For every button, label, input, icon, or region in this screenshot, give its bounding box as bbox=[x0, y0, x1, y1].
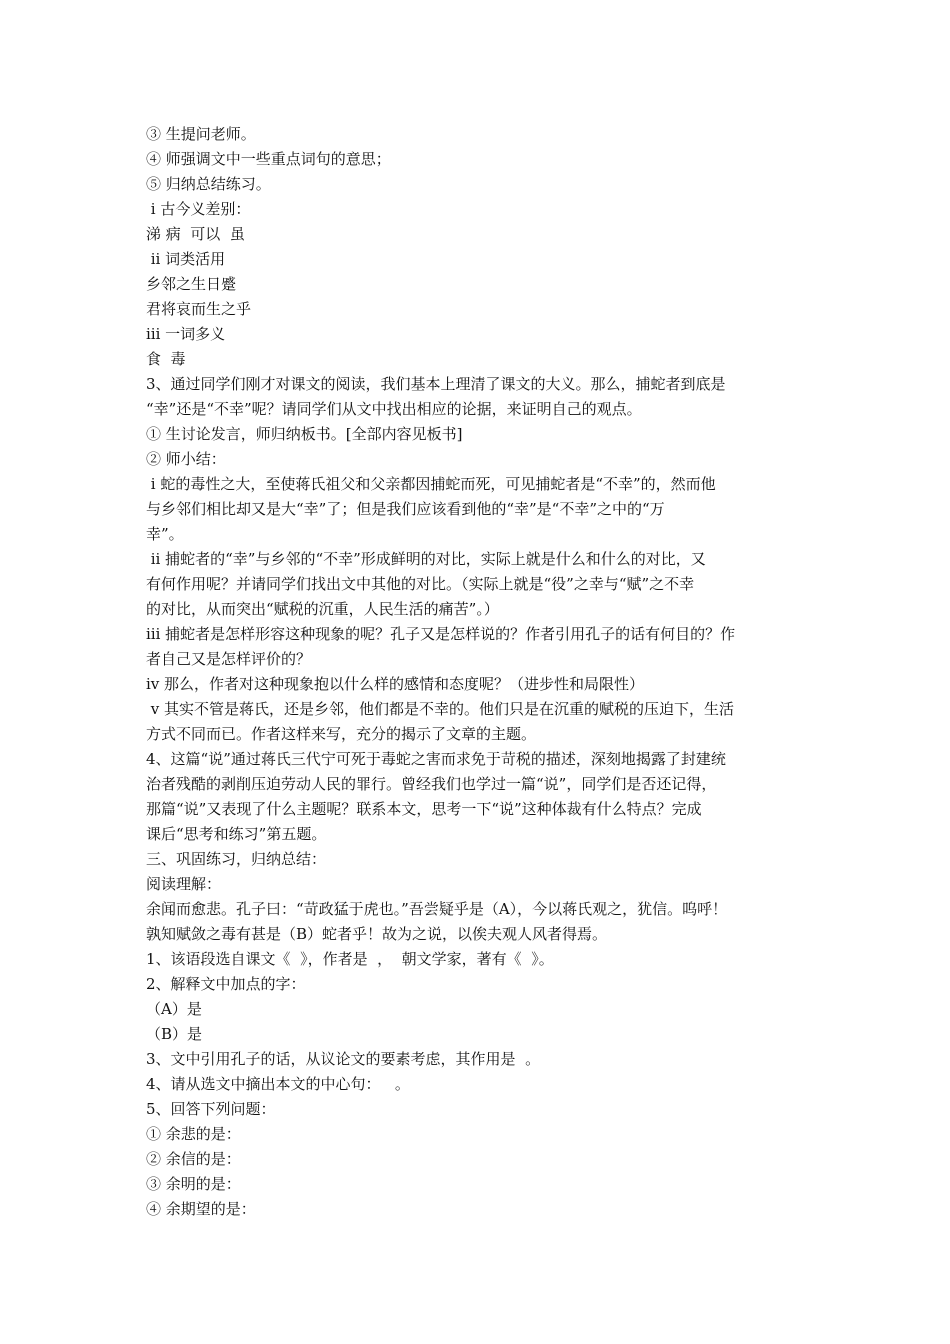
text-line: 5、回答下列问题： bbox=[146, 1100, 276, 1118]
text-line: 君将哀而生之乎 bbox=[146, 300, 252, 318]
text-line: ⅲ 一词多义 bbox=[146, 325, 226, 343]
text-line: 课后“思考和练习”第五题。 bbox=[146, 825, 327, 843]
text-line: 幸”。 bbox=[146, 525, 184, 543]
text-line: 3、文中引用孔子的话，从议论文的要素考虑，其作用是 。 bbox=[146, 1050, 541, 1068]
text-line: ② 师小结： bbox=[146, 450, 226, 468]
text-line: 涕 病 可以 虽 bbox=[146, 225, 245, 243]
text-line: ⅱ 词类活用 bbox=[146, 250, 226, 268]
text-line: ④ 余期望的是： bbox=[146, 1200, 256, 1218]
text-line: 孰知赋敛之毒有甚是（B）蛇者乎！故为之说，以俟夫观人风者得焉。 bbox=[146, 925, 608, 943]
text-line: 1、该语段选自课文《 》，作者是 ， 朝文学家，著有《 》。 bbox=[146, 950, 554, 968]
document-page bbox=[146, 122, 836, 1222]
text-line: 治者残酷的剥削压迫劳动人民的罪行。曾经我们也学过一篇“说”，同学们是否还记得， bbox=[146, 775, 717, 793]
text-line: 与乡邻们相比却又是大“幸”了；但是我们应该看到他的“幸”是“不幸”之中的“万 bbox=[146, 500, 665, 518]
section-heading: 三、巩固练习，归纳总结： bbox=[146, 850, 327, 868]
text-line: “幸”还是“不幸”呢？请同学们从文中找出相应的论据，来证明自己的观点。 bbox=[146, 400, 642, 418]
text-line: 余闻而愈悲。孔子曰：“苛政猛于虎也。”吾尝疑乎是（A），今以蒋氏观之，犹信。呜呼！ bbox=[146, 900, 728, 918]
text-line: ⅰ 古今义差别： bbox=[146, 200, 251, 218]
text-line: ⅳ 那么，作者对这种现象抱以什么样的感情和态度呢？（进步性和局限性） bbox=[146, 675, 645, 693]
text-line: 那篇“说”又表现了什么主题呢？联系本文，思考一下“说”这种体裁有什么特点？完成 bbox=[146, 800, 702, 818]
text-line: 方式不同而已。作者这样来写，充分的揭示了文章的主题。 bbox=[146, 725, 537, 743]
text-line: 2、解释文中加点的字： bbox=[146, 975, 306, 993]
text-line: 者自己又是怎样评价的？ bbox=[146, 650, 312, 668]
text-line: （A）是 bbox=[146, 1000, 202, 1018]
text-line: ③ 余明的是： bbox=[146, 1175, 241, 1193]
text-line: ① 余悲的是： bbox=[146, 1125, 241, 1143]
text-line: ④ 师强调文中一些重点词句的意思； bbox=[146, 150, 391, 168]
text-line: ① 生讨论发言，师归纳板书。[全部内容见板书] bbox=[146, 425, 463, 443]
text-line: （B）是 bbox=[146, 1025, 203, 1043]
text-line: 乡邻之生日蹙 bbox=[146, 275, 237, 293]
text-line: 4、这篇“说”通过蒋氏三代宁可死于毒蛇之害而求免于苛税的描述，深刻地揭露了封建统 bbox=[146, 750, 726, 768]
text-line: ② 余信的是： bbox=[146, 1150, 241, 1168]
text-line: 食 毒 bbox=[146, 350, 186, 368]
text-line: ⅰ 蛇的毒性之大，至使蒋氏祖父和父亲都因捕蛇而死，可见捕蛇者是“不幸”的，然而他 bbox=[146, 475, 716, 493]
text-line: ⅲ 捕蛇者是怎样形容这种现象的呢？孔子又是怎样说的？作者引用孔子的话有何目的？作 bbox=[146, 625, 736, 643]
text-line: 阅读理解： bbox=[146, 875, 222, 893]
text-line: ③ 生提问老师。 bbox=[146, 125, 256, 143]
text-line: 4、请从选文中摘出本文的中心句： 。 bbox=[146, 1075, 410, 1093]
text-line: 3、通过同学们刚才对课文的阅读，我们基本上理清了课文的大义。那么，捕蛇者到底是 bbox=[146, 375, 726, 393]
text-line: 的对比，从而突出“赋税的沉重，人民生活的痛苦”。） bbox=[146, 600, 499, 618]
text-line: ⑤ 归纳总结练习。 bbox=[146, 175, 271, 193]
text-line: ⅴ 其实不管是蒋氏，还是乡邻，他们都是不幸的。他们只是在沉重的赋税的压迫下，生活 bbox=[146, 700, 735, 718]
text-line: ⅱ 捕蛇者的“幸”与乡邻的“不幸”形成鲜明的对比，实际上就是什么和什么的对比，又 bbox=[146, 550, 706, 568]
text-line: 有何作用呢？并请同学们找出文中其他的对比。（实际上就是“役”之幸与“赋”之不幸 bbox=[146, 575, 695, 593]
